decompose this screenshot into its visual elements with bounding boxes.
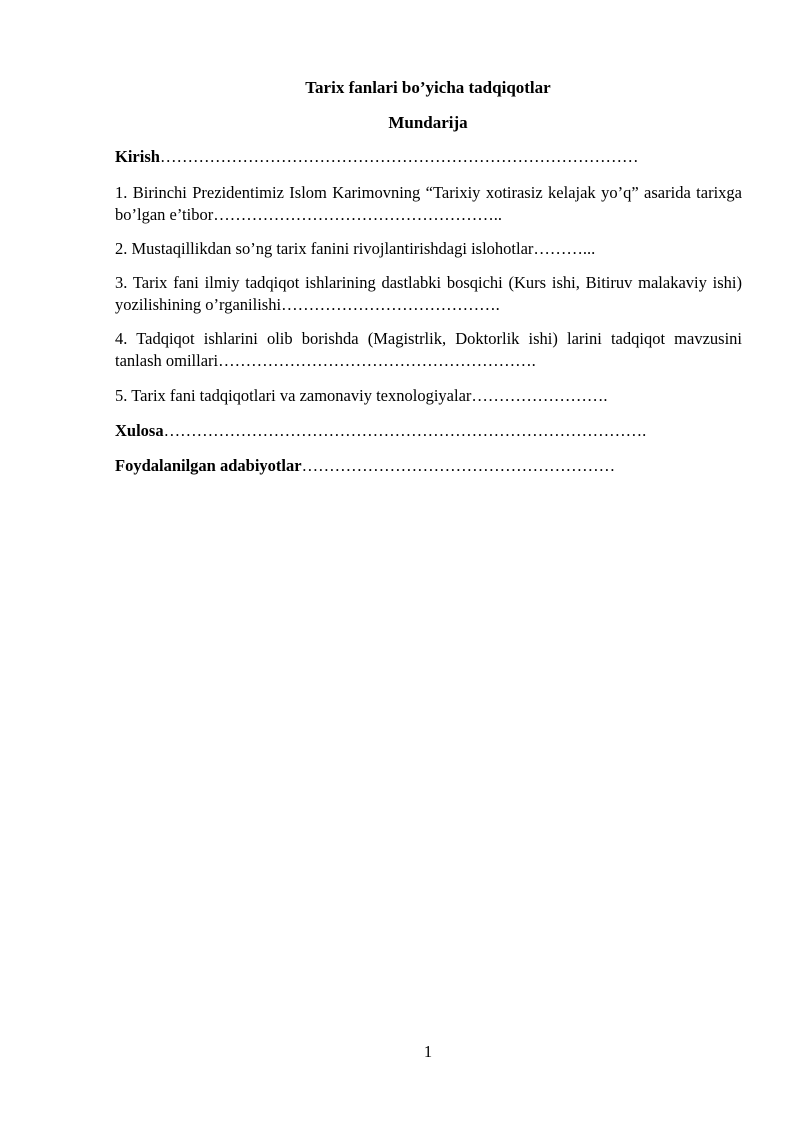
page-number: 1 bbox=[423, 1042, 433, 1061]
toc-entry-dots: …………………………………………………. bbox=[218, 351, 536, 370]
toc-entry-dots: …………………………………………………………………………… bbox=[159, 147, 639, 166]
toc-entry-dots: ……………………………………………………………………………. bbox=[163, 421, 647, 440]
toc-entry-dots: …………………………………. bbox=[281, 295, 500, 314]
document-title: Tarix fanlari bo’yicha tadqiqotlar bbox=[305, 78, 551, 97]
toc-entry-label: Kirish bbox=[115, 147, 160, 166]
toc-entry-3 bbox=[115, 272, 742, 316]
toc-entry-label: 2. Mustaqillikdan so’ng tarix fanini rivojlantirishdagi islohotlar bbox=[115, 239, 534, 258]
toc-entry-label: 3. Tarix fani ilmiy tadqiqot ishlarining dastlabki bosqichi (Kurs ishi, Bitiruv malakaviy ishi) yozilishining o’rganilishi bbox=[115, 273, 742, 314]
toc-entry-4 bbox=[115, 328, 742, 372]
toc-entry-xulosa bbox=[115, 420, 742, 442]
toc-entry-dots: ……………………. bbox=[471, 386, 608, 405]
toc-entry-kirish bbox=[115, 146, 742, 168]
toc-entry-dots: ………... bbox=[533, 239, 596, 258]
toc-entry-dots: ………………………………………………… bbox=[301, 456, 616, 475]
toc-entry-label: Xulosa bbox=[115, 421, 164, 440]
toc-entry-5 bbox=[115, 385, 742, 407]
toc-entry-label: Foydalanilgan adabiyotlar bbox=[115, 456, 302, 475]
toc-entry-label: 1. Birinchi Prezidentimiz Islom Karimovning “Tarixiy xotirasiz kelajak yo’q” asarida tarixga bo’lgan e’tibor bbox=[115, 183, 742, 224]
toc-entry-dots: …………………………………………….. bbox=[213, 205, 502, 224]
toc-heading: Mundarija bbox=[388, 113, 468, 132]
toc-entry-label: 5. Tarix fani tadqiqotlari va zamonaviy texnologiyalar bbox=[115, 386, 472, 405]
toc-entry-adabiyotlar bbox=[115, 455, 742, 477]
toc-entry-label: 4. Tadqiqot ishlarini olib borishda (Magistrlik, Doktorlik ishi) larini tadqiqot mavzusini tanlash omillari bbox=[115, 329, 742, 370]
toc-entry-1 bbox=[115, 182, 742, 226]
toc-entry-2 bbox=[115, 238, 742, 260]
